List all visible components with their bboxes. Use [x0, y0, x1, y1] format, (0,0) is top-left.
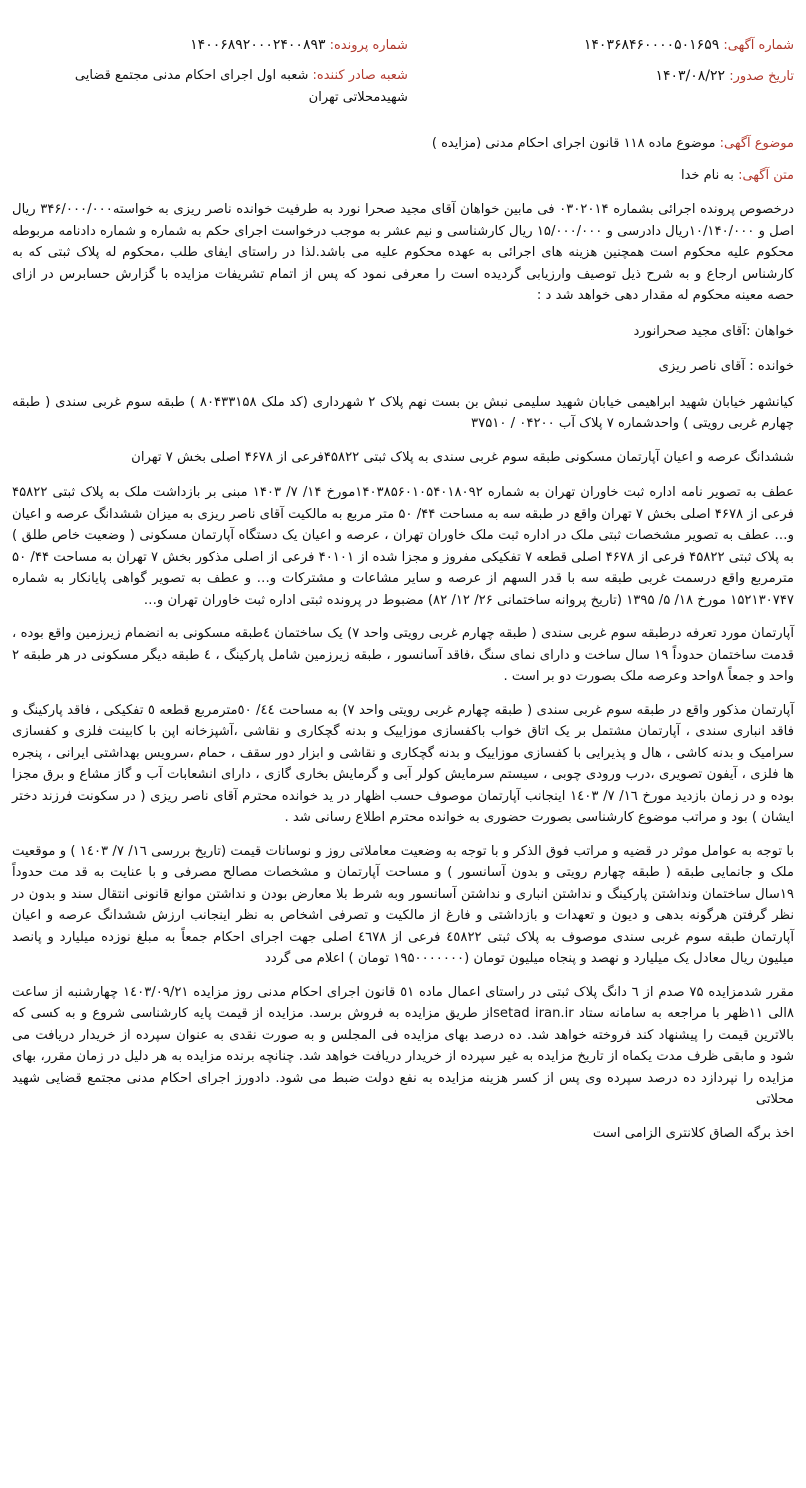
paragraph-notice: اخذ برگه الصاق کلانتری الزامی است — [592, 1125, 794, 1141]
paragraph-registry: عطف به تصویر نامه اداره ثبت خاوران تهران به شماره ۱۴۰۳۸۵۶۰۱۰۵۴۰۱۸۰۹۲مورخ ۱۴/ ۷/ ۱۴۰۳ مبنی بر بازداشت ملک به پلاک ثبتی ۴۵۸۲۲ فرعی از ۴۶۷۸ اصلی بخش ۷ تهران واقع در طبقه سه به مساحت ۴۴/ ۵۰ متر مربع به مالکیت آقای ناصر ریزی به میزان ششدانگ عرصه و اعیان و… عطف به تصویر مشخصات ثبتی ملک در اداره ثبت ملک خاوران تهران ، عرصه و اعیان یک دستگاه آپارتمان مسکونی ( وضعیت خاص طلق ) به پلاک ثبتی ۴۵۸۲۲ فرعی از ۴۶۷۸ اصلی قطعه ۷ تفکیکی مفروز و مجزا شده از ۴۰۱۰۱ فرعی از اصلی مذکور بخش ۷ تهران به مساحت ۴۴/ ۵۰ مترمربع واقع درسمت غربی طبقه سه با قدر السهم از عرصه و سایر مشاعات و مشترکات و… و عطف به تصویر گواهی پایانکار به شماره ۱۵۲۱۳۰۷۴۷ مورخ ۱۸/ ۵/ ۱۳۹۵ (تاریخ پروانه ساختمانی ۲۶/ ۱۲/ ۸۲) مضبوط در پرونده ثبتی اداره ثبت خاوران تهران و… — [12, 485, 794, 608]
case-number-label: شماره پرونده: — [329, 38, 408, 53]
paragraph-auction: مقرر شدمزایده ۷۵ صدم از ٦ دانگ پلاک ثبتی در راستای اعمال ماده ٥۱ قانون اجرای احکام مدنی روز مزایده ۱٤۰۳/۰۹/۲۱ چهارشنبه از ساعت ۸الی ۱۱ظهر با مراجعه به سامانه ستاد setad iran.irاز طریق مزایده به فروش برسد. مزایده از قیمت پایه کارشناسی شروع و به کسی که بالاترین قیمت را پیشنهاد کند فروخته خواهد شد. ده درصد بهای مزایده فی المجلس و به صورت نقدی به عنوان سپرده از خریدار دریافت می شود و مابقی ظرف مدت یکماه از تاریخ مزایده به غیر سپرده از خریدار دریافت خواهد شد. چنانچه برنده مزایده به هر دلیل در زمان مقرر، بهای مزایده را نپردازد ده درصد سپرده وی پس از کسر هزینه مزایده به نفع دولت ضبط می شود. دادورز اجرای احکام مدنی مجتمع قضایی شهید محلاتی — [12, 984, 795, 1107]
subject — [12, 133, 794, 155]
header-row-1 — [12, 34, 794, 65]
paragraph-building: آپارتمان مورد تعرفه درطبقه سوم غربی سندی ( طبقه چهارم غربی رویتی واحد ۷) یک ساختمان ٤طبقه مسکونی به انضمام زیرزمین واقع بوده ، قدمت ساختمان حدوداً ۱۹ سال ساخت و دارای نمای سنگ ،فاقد آسانسور ، طبقه زیرزمین شامل پارکینگ ، ٤ طبقه دیگر مسکونی در هر طبقه ۲ واحد و جمعاً ۸واحد وعرصه ملک بصورت دو بر است . — [12, 626, 795, 684]
subject-label: موضوع آگهی: — [719, 136, 794, 151]
issue-date-label: تاریخ صدور: — [729, 69, 794, 84]
issuer-value: شعبه اول اجرای احکام مدنی مجتمع قضایی شهیدمحلاتی تهران — [74, 68, 408, 105]
ad-number-label: شماره آگهی: — [723, 38, 794, 53]
text-label: متن آگهی: — [738, 168, 794, 183]
issuer-label: شعبه صادر کننده: — [312, 68, 408, 83]
text-heading — [12, 165, 794, 187]
issue-date — [408, 65, 794, 88]
header-row-2 — [12, 65, 794, 117]
paragraph-apartment: آپارتمان مذکور واقع در طبقه سوم غربی سندی ( طبقه چهارم غربی رویتی واحد ۷) به مساحت ٤٤/ ٥٠مترمربع قطعه ٥ تفکیکی ، فاقد پارکینگ و فاقد انباری سندی ، آپارتمان مشتمل بر یک اتاق خواب باکفسازی موزاییک و بدنه گچکاری و نقاشی ،آشپزخانه اپن با کابینت فلزی و کفسازی سرامیک و بدنه کاشی ، هال و پذیرایی با کفسازی موزاییک و بدنه گچکاری و نقاشی و ابزار دور سقف ، حمام ،سرویس بهداشتی ایرانی ، پنجره ها فلزی ، آیفون تصویری ،درب ورودی چوبی ، سیستم سرمایش کولر آبی و گرمایش بخاری گازی ، دارای انشعابات آب و گاز مشاع و برق مجزا بوده و در زمان بازدید مورخ ۱٦/ ۷/ ۱٤۰۳ اینجانب آپارتمان موصوف حسب اظهار در ید خوانده محترم آقای ناصر ریزی ( در سکونت فرزند دختر ایشان ) بود و مراتب موضوع کارشناسی بصورت حضوری به خوانده محترم اطلاع رسانی شد . — [12, 702, 794, 825]
paragraph-property: ششدانگ عرصه و اعیان آپارتمان مسکونی طبقه سوم غربی سندی به پلاک ثبتی ۴۵۸۲۲فرعی از ۴۶۷۸ اصلی بخش ۷ تهران — [131, 449, 794, 465]
paragraph-defendant: خوانده : آقای ناصر ریزی — [658, 359, 794, 374]
ad-number-value: ۱۴۰۳۶۸۴۶۰۰۰۰۵۰۱۶۵۹ — [583, 37, 720, 53]
subject-value: موضوع ماده ۱۱۸ قانون اجرای احکام مدنی (مزایده ) — [431, 136, 716, 151]
issuer — [12, 65, 408, 109]
case-number — [12, 34, 408, 57]
issue-date-value: ۱۴۰۳/۰۸/۲۲ — [655, 68, 726, 84]
paragraph-valuation: با توجه به عوامل موثر در قضیه و مراتب فوق الذکر و با توجه به وضعیت معاملاتی روز و نوسانات قیمت (تاریخ بررسی ۱٦/ ۷/ ۱٤۰۳ ) و موقعیت ملک و جانمایی طبقه ( طبقه چهارم رویتی و بدون آسانسور ) و مساحت آپارتمان و مشخصات مصالح مصرفی و با عنایت به قد مت حدوداً ۱۹سال ساختمان ونداشتن پارکینگ و نداشتن انباری و نداشتن آسانسور وبه شرط بلا معارض بودن و نداشتن موانع قانونی انتقال سند و بدون در نظر گرفتن هرگونه بدهی و دیون و تعهدات و بازداشتی و فارغ از مالکیت و تصرفی اشخاص به نظر اینجانب ارزش ششدانگ عرصه و اعیان آپارتمان طبقه سوم غربی سندی موصوف به پلاک ثبتی ٤٥٨٢٢ فرعی از ٤٦٧٨ اصلی جهت اجرای احکام جمعاً به مبلغ نوزده میلیارد و پانصد میلیون ریال معادل یک میلیارد و نهصد و پنجاه میلیون تومان (۱۹۵۰۰۰۰۰۰۰ تومان ) اعلام می گردد — [12, 843, 795, 966]
paragraph-intro: درخصوص پرونده اجرائی بشماره ۰۳۰۲۰۱۴ فی مابین خواهان آقای مجید صحرا نورد به طرفیت خوانده ناصر ریزی به خواسته۳۴۶/۰۰۰/۰۰۰ ریال اصل و ۱۰/۱۴۰/۰۰۰ریال دادرسی و ۱۵/۰۰۰/۰۰۰ ریال کارشناسی و نیم عشر به موجب درخواست اجرای حکم به شماره و شماره دادنامه مربوطه محکوم علیه محکوم است همچنین هزینه های اجرائی به عهده محکوم علیه می باشد.لذا در راستای ایفای طلب ،محکوم له پلاک ثبتی که به کارشناس ارجاع و به شرح ذیل توصیف وارزیابی گردیده است را معرفی نمود که پس از اتمام تشریفات مزایده با گزارش حسابرس در ازای حصه معینه محکوم له مقدار دهی خواهد شد د : — [12, 202, 794, 303]
text-opening: به نام خدا — [680, 168, 734, 183]
paragraph-plaintiff: خواهان :آقای مجید صحرانورد — [633, 323, 794, 339]
paragraph-address: کیانشهر خیابان شهید ابراهیمی خیابان شهید سلیمی نبش بن بست نهم پلاک ۲ شهرداری (کد ملک ۸۰۴۳۳۱۵۸ ) طبقه سوم غربی سندی ( طبقه چهارم غربی رویتی ) واحدشماره ۷ پلاک آب ۰۴۲۰۰ / ۳۷۵۱۰ — [12, 394, 795, 431]
case-number-value: ۱۴۰۰۶۸۹۲۰۰۰۲۴۰۰۸۹۳ — [190, 37, 326, 53]
ad-number — [408, 34, 794, 57]
